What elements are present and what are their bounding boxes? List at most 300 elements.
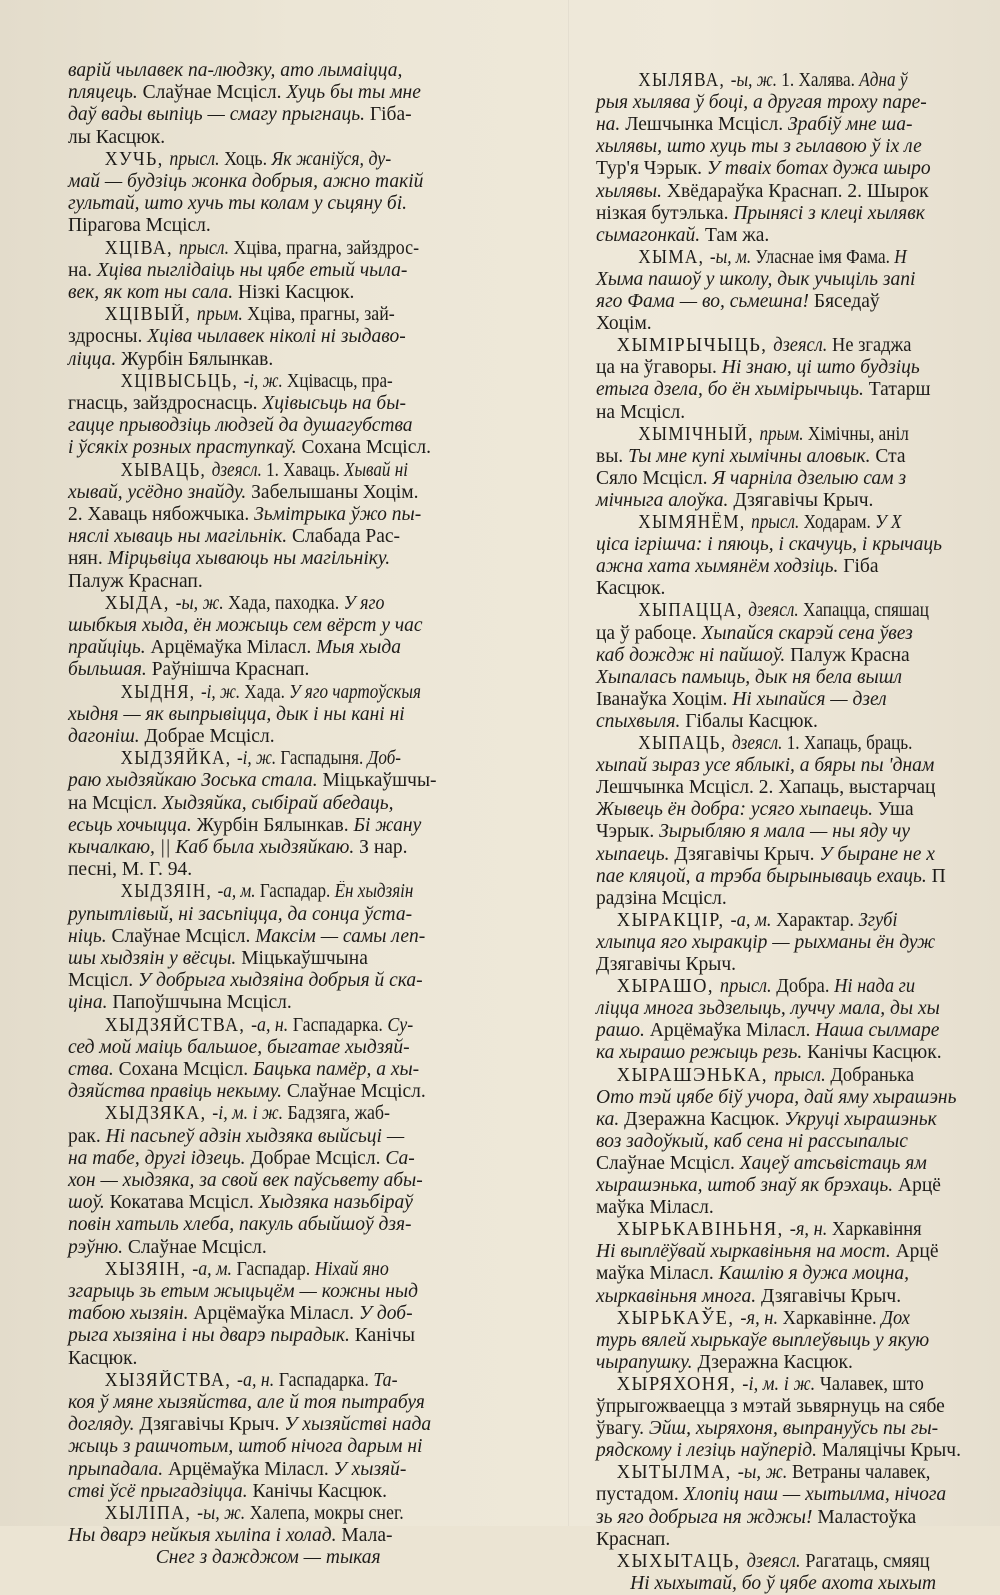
example-text: дзеясл. [773, 335, 833, 357]
example-text: Н [894, 246, 907, 268]
definition-text: Дзягавічы Крыч. [596, 954, 737, 975]
entry-line [596, 1462, 978, 1484]
definition-text: Журбін Бялынкав. [196, 814, 354, 836]
definition-text: Слаўнае Мсцісл. [596, 1152, 740, 1174]
entry-line [596, 689, 1000, 711]
example-text: -і, ж. [243, 370, 288, 392]
headword: ХЫДНЯ, [120, 681, 201, 703]
example-text: -і, ж. [236, 748, 281, 770]
definition-text: ца ў рабоце. [596, 622, 702, 644]
definition-text: Тур'я Чэрык. [596, 158, 707, 180]
example-text: Ні знаю, ці што будзіць [721, 357, 920, 379]
entry-line [68, 371, 493, 393]
example-text: Хціва пыглідаіць ны цябе етый чыла- [96, 259, 408, 281]
entry-line [68, 482, 553, 504]
definition-text: на. [68, 259, 97, 281]
definition-text: Забелышаны Хоцім. [251, 481, 419, 503]
definition-text: З нар. [359, 837, 408, 858]
example-text: хон — хыдзяка, за свой век паўсьвету абы- [68, 1170, 423, 1191]
example-text: згарыць зь етым жыцьцём — кожны ныд [68, 1281, 418, 1302]
definition-text: Хада, паходка. [228, 592, 344, 614]
example-text: -а, н. [251, 1014, 293, 1036]
example-text: кычалкаю, || Каб была хыдзяйкаю. [68, 837, 360, 858]
definition-text: Хціва, прагна, зайздрос- [233, 237, 420, 259]
entry-line [596, 1109, 1000, 1131]
entry-line [596, 225, 1000, 247]
entry-line [68, 682, 493, 704]
definition-text: маўка Мілаcл. [596, 1197, 714, 1219]
entry-line [68, 637, 553, 659]
example-text: раю хыдзяйкаю Зоська стала. [68, 770, 323, 792]
right-column [596, 0, 1000, 1594]
example-text: воз задоўкый, каб сена ні рассыпалыс [596, 1130, 908, 1152]
example-text: Ты мне купі хымічны аловык. [628, 445, 876, 467]
definition-text: Маляцічы Крыч. [821, 1440, 961, 1462]
headword: ХЦІВЫЙ, [104, 304, 197, 326]
definition-text: Лешчынка Мсцісл. 2. Хапаць, выстарчац [596, 777, 936, 799]
entry-line [68, 1392, 553, 1414]
example-text: Наша сылмаре [815, 1020, 940, 1042]
example-text: Ото тэй цябе біў учора, дай яму хырашэнь [596, 1086, 957, 1108]
example-text: хыпаець. [596, 843, 675, 865]
example-text: Са- [385, 1147, 415, 1169]
example-text: ліцца. [68, 348, 122, 370]
example-text: -ы, ж. [730, 70, 782, 91]
entry-line [68, 349, 553, 371]
entry-line [596, 866, 1000, 888]
definition-text: Арцё [895, 1241, 939, 1263]
example-text: хылявы, што хуць ты з гылавою ў іх ле [596, 136, 922, 158]
example-text: У яго [343, 592, 385, 614]
entry-line [596, 711, 1000, 733]
definition-text: Канічы Касцюк. [252, 1480, 387, 1502]
example-text: -ы, ж. [175, 592, 229, 614]
example-text: даў вады выпіць — смагу прыгнаць. [68, 104, 370, 126]
example-text: дзеясл. [748, 600, 803, 622]
definition-text: 2. Хаваць нябожчыка. [68, 504, 255, 525]
example-text: і ўсякіх розных праступкаў. [68, 437, 302, 459]
example-text: Як жаніўся, ду- [271, 148, 392, 170]
example-text: У тваіх ботах дужа шыро [706, 158, 931, 180]
definition-text: Добрае Мсцісл. [250, 1147, 386, 1169]
entry-line [68, 215, 553, 237]
entry-line [68, 1015, 513, 1037]
example-text: шоў. [68, 1192, 110, 1214]
example-text: дзеясл. [211, 459, 267, 481]
example-text: Эйш, хыряхоня, выпрануўсь пы гы- [648, 1418, 939, 1440]
definition-text: Папоўшчына Мсцісл. [112, 992, 292, 1014]
example-text: -ы, ж. [737, 1462, 792, 1484]
entry-line [68, 1237, 553, 1259]
example-text: прысл. [719, 976, 777, 998]
example-text: Я чарніла дзелыю сам з [712, 467, 907, 489]
entry-line [68, 1370, 513, 1392]
example-text: прысл. [169, 148, 225, 170]
example-text: Хыпалась памыць, дык ня бела вышл [596, 666, 902, 688]
example-text: У Х [875, 512, 902, 533]
example-text: ства. [68, 1059, 119, 1080]
example-text: Хуць бы ты мне [286, 82, 421, 104]
definition-text: Ста [875, 445, 906, 467]
entry-line [68, 1148, 553, 1170]
entry-line [596, 1573, 1000, 1595]
entry-line [596, 1087, 1000, 1109]
entry-line [596, 1352, 1000, 1374]
example-text: шы хыдзяін у вёсцы. [68, 948, 242, 969]
headword: ХЫЛЯВА, [638, 70, 731, 91]
definition-text: песні, М. Г. 94. [68, 859, 193, 881]
definition-text: Гаспадыня. [280, 748, 368, 770]
example-text: хывай, усёдно знайду. [68, 481, 252, 503]
entry-line [68, 926, 553, 948]
entry-line [68, 60, 553, 82]
example-text: У хызяйстві нада [284, 1414, 432, 1436]
headword: ХЫДЗЯІН, [120, 881, 218, 903]
entry-line [596, 1308, 978, 1330]
definition-text: Хоць. [224, 148, 272, 170]
example-text: Хацеў атсьвістаць ям [739, 1152, 927, 1174]
example-text: У добрыга хыдзяіна добрыя й ска- [137, 970, 423, 992]
entry-line [596, 1241, 1000, 1263]
entry-line [596, 402, 1000, 424]
entry-line [596, 512, 952, 534]
definition-text: Канічы [354, 1325, 415, 1347]
definition-text: Слаўнае Мсцісл. [142, 82, 287, 104]
example-text: гацце прыводзіць людзей да душагубства [68, 415, 413, 437]
example-text: хыркавіньня многа. [596, 1285, 762, 1307]
definition-text: пустадом. [596, 1484, 684, 1506]
example-text: няслі хываць ны магільнік. [68, 526, 292, 548]
entry-line [68, 1481, 553, 1503]
entry-line [596, 600, 952, 622]
entry-line [68, 1192, 553, 1214]
example-text: Хыпайся скарэй сена ўвез [701, 622, 913, 644]
example-text: -а, м. [192, 1258, 237, 1280]
entry-line [596, 136, 1000, 158]
example-text: прайціць. [68, 637, 151, 659]
definition-text: Пірагова Мсцісл. [68, 215, 211, 237]
definition-text: здросны. [68, 326, 148, 348]
entry-line [68, 282, 553, 304]
entry-line [596, 755, 1000, 777]
definition-text: Сохана Мсцісл. [301, 437, 431, 459]
headword: ХЫЛІПА, [104, 1503, 198, 1524]
example-text: рупытлівый, ні засьпіцца, да сонца ўста- [68, 903, 413, 925]
example-text: -і, м. і ж. [212, 1103, 288, 1125]
example-text: Мыя хыда [316, 637, 401, 659]
entry-line [68, 104, 553, 126]
definition-text: Мала- [341, 1525, 393, 1547]
definition-text: Гіба [843, 556, 879, 578]
example-text: на табе, другі ідзець. [68, 1147, 251, 1169]
definition-text: Рагатаць, смяяц [805, 1550, 930, 1572]
definition-text: Іванаўка Хоцім. [596, 688, 733, 710]
example-text: прым. [196, 304, 248, 326]
definition-text: Ходарам. [803, 512, 876, 533]
entry-line [68, 1081, 553, 1103]
definition-text: Чалавек, што [819, 1373, 924, 1395]
entry-line [68, 1126, 553, 1148]
entry-line [596, 114, 1000, 136]
example-text: Доб- [367, 748, 401, 770]
headword: ХЫДА, [104, 592, 176, 614]
example-text: табою хызяін. [68, 1303, 194, 1325]
example-text: турь вялей хырькаўе выплеўвыць у якую [596, 1329, 930, 1351]
entry-line [596, 269, 1000, 291]
entry-line [596, 1374, 978, 1396]
example-text: прысл. [751, 512, 804, 533]
definition-text: Хвёдараўка Краснап. 2. Шырок [666, 180, 929, 202]
example-text: Хцівысьць на бы- [262, 393, 406, 414]
entry-line [596, 158, 1000, 180]
definition-text: Палуж Красна [790, 644, 910, 666]
example-text: есьць хочыцца. [68, 814, 197, 836]
entry-line [596, 645, 1000, 667]
example-text: рыя хылява ў боці, а другая троху паре- [596, 92, 927, 114]
entry-line [596, 1440, 1000, 1462]
definition-text: гнасць, зайздроснасць. [68, 393, 263, 414]
entry-line [68, 793, 553, 815]
entry-line [596, 1197, 1000, 1219]
definition-text: Ветраны чалавек, [791, 1462, 931, 1484]
example-text: Адна ў [859, 70, 908, 91]
definition-text: Мсцісл. [68, 970, 138, 992]
example-text: спыхвыля. [596, 710, 686, 732]
entry-line [596, 203, 1000, 225]
headword: ХЫМЯНЁМ, [638, 512, 752, 533]
entry-line [68, 748, 493, 770]
example-text: Згубі [858, 909, 898, 931]
example-text: рыга хызяіна і ны дварэ пырадык. [68, 1325, 355, 1347]
definition-text: Краснап. [596, 1528, 671, 1550]
definition-text: Хімічны, аніл [807, 423, 909, 445]
entry-line [68, 904, 553, 926]
entry-line [68, 1525, 553, 1547]
definition-text: Бяседаў [813, 291, 880, 312]
definition-text: Гаспадарка. [278, 1369, 374, 1391]
example-text: Ні хыпайся — дзел [732, 688, 887, 710]
example-text: пае кляцой, а трэба бырынываць ехаць. [596, 865, 932, 887]
entry-line [596, 181, 1000, 203]
example-text: коя ў мяне хызяйства, але й тоя пытрабуя [68, 1392, 425, 1413]
example-text: Хціва чылавек ніколі ні зыдаво- [147, 326, 406, 348]
definition-text: Татарш [868, 379, 931, 401]
entry-line [596, 70, 952, 92]
headword: ХЫРАШО, [616, 976, 720, 998]
example-text: сед мой маіць бальшое, быгатае хыдзяй- [68, 1036, 410, 1058]
definition-text: Кокатава Мсцісл. [109, 1192, 259, 1214]
entry-line [68, 1503, 513, 1525]
definition-text: Нізкі Касцюк. [238, 282, 355, 303]
example-text: пляцець. [68, 82, 143, 104]
entry-line [68, 437, 553, 459]
entry-line [596, 821, 1000, 843]
definition-text: Сохана Мсцісл. [118, 1059, 253, 1080]
definition-text: Палуж Краснап. [68, 570, 203, 592]
definition-text: 1. Хаваць. [266, 459, 345, 481]
definition-text: маўка Мілаcл. [596, 1263, 719, 1285]
headword: ХЫЗЯЙСТВА, [104, 1369, 238, 1391]
entry-line [596, 313, 1000, 335]
entry-line [68, 704, 553, 726]
entry-line [596, 733, 952, 755]
definition-text: Касцюк. [596, 578, 666, 600]
entry-line [68, 881, 493, 903]
headword: ХЫДЗЯЙСТВА, [104, 1014, 252, 1036]
entry-line [68, 770, 553, 792]
definition-text: Сяло Мсцісл. [596, 467, 713, 489]
definition-text: радзіна Мсцісл. [596, 887, 727, 909]
headword: ХЫРЯХОНЯ, [616, 1373, 743, 1395]
example-text: Ні нада ги [834, 976, 916, 998]
definition-text: Харкавіннe. [782, 1307, 882, 1329]
example-text: Снег з дажджом — тыкая [68, 1547, 381, 1569]
entry-line [596, 1153, 1000, 1175]
entry-line [68, 304, 513, 326]
entry-line [596, 468, 1000, 490]
definition-text: Гаспадарка. [292, 1014, 388, 1036]
entry-line [68, 1059, 553, 1081]
definition-text: Арцёмаўка Мілаcл. [193, 1303, 359, 1325]
definition-text: Хапацца, спяшац [802, 600, 929, 622]
definition-text: Хціва, прагны, зай- [247, 304, 395, 326]
example-text: век, як кот ны сала. [68, 282, 239, 303]
example-text: -і, ж. [200, 681, 245, 703]
entry-line [68, 726, 553, 748]
example-text: Су- [387, 1014, 414, 1036]
definition-text: нізкая бутэлька. [596, 202, 734, 224]
headword: ХЫДЗЯЙКА, [120, 748, 237, 770]
example-text: Кашлію я дужа моцна, [718, 1263, 910, 1285]
entry-line [596, 534, 1000, 556]
example-text: стві ўсё прыгадзіцца. [68, 1480, 253, 1502]
example-text: Та- [373, 1369, 398, 1391]
example-text: Бацька памёр, а хы- [252, 1059, 420, 1080]
definition-text: Бадзяга, жаб- [287, 1103, 390, 1125]
entry-line [596, 1286, 1000, 1308]
definition-text: Добрае Мсцісл. [144, 726, 275, 747]
entry-line [68, 837, 553, 859]
definition-text: нян. [68, 548, 108, 570]
entry-line [68, 1547, 553, 1569]
entry-line [596, 1219, 978, 1241]
definition-text: Харкавіння [831, 1219, 922, 1241]
example-text: рашо. [596, 1020, 650, 1042]
definition-text: Гібалы Касцюк. [685, 710, 818, 732]
example-text: хылявы. [596, 180, 667, 202]
entry-line [596, 556, 1000, 578]
headword: ХЫМІЧНЫЙ, [638, 423, 760, 445]
example-text: дзеясл. [731, 733, 787, 754]
definition-text: Арцёмаўка Мілаcл. [150, 637, 317, 659]
example-text: Хыдзяйка, сыбірай абедаць, [161, 792, 394, 814]
definition-text: Слаўнае Мсцісл. [111, 925, 256, 947]
definition-text: на Мсцісл. [68, 792, 162, 814]
entry-line [596, 1042, 1000, 1064]
definition-text: ўпрыгожваецца з мэтай зьвярнуць на сябе [596, 1396, 945, 1417]
entry-line [596, 777, 1000, 799]
entry-line [68, 415, 553, 437]
entry-line [68, 1103, 513, 1125]
example-text: Ні хыхытай, бо ў цябе ахота хыхыт [596, 1572, 937, 1594]
entry-line [68, 393, 553, 415]
headword: ХЫТЫЛМА, [616, 1462, 738, 1484]
entry-line [596, 976, 978, 998]
entry-line [596, 954, 1000, 976]
definition-text: рак. [68, 1125, 106, 1147]
example-text: Хывай ні [344, 459, 408, 481]
example-text: Максім — самы леп- [255, 925, 426, 947]
example-text: на. [596, 114, 626, 136]
entry-line [68, 571, 553, 593]
example-text: Ні выплёўвай хыркавіньня на мост. [596, 1241, 896, 1263]
example-text: У хызяй- [333, 1458, 407, 1480]
definition-text: П [931, 865, 946, 887]
definition-text: Чэрык. [596, 821, 660, 843]
entry-line [596, 92, 1000, 114]
example-text: Дох [881, 1307, 910, 1329]
example-text: сымагонкай. [596, 224, 705, 246]
headword: ХЦІВЫСЬЦЬ, [120, 370, 244, 392]
entry-line [68, 1214, 553, 1236]
example-text: мічныга алоўка. [596, 489, 734, 511]
entry-line [68, 326, 553, 348]
entry-line [68, 948, 553, 970]
definition-text: ўвагу. [596, 1418, 649, 1440]
definition-text: Міцькаўшчы- [322, 770, 437, 792]
entry-line [596, 844, 1000, 866]
example-text: шыбкыя хыда, ён можыць сем вёрст у час [68, 615, 423, 636]
definition-text: Міцькаўшчына [241, 948, 368, 969]
entry-line [596, 1551, 978, 1573]
example-text: Укруці хырашэньк [784, 1108, 937, 1130]
definition-text: Арцё [898, 1175, 941, 1196]
definition-text: 1. Халява. [781, 70, 860, 91]
entry-line [596, 1529, 1000, 1551]
definition-text: Арцёмаўка Мілаcл. [168, 1458, 334, 1480]
entry-line [68, 1436, 553, 1458]
entry-line [68, 970, 553, 992]
example-text: ціса ігрішча: і пяюць, і скачуць, і крычаць [596, 534, 942, 556]
definition-text: Дзеражна Касцюк. [697, 1351, 853, 1373]
example-text: -я, н. [789, 1219, 832, 1241]
entry-line [68, 127, 553, 149]
definition-text: Журбін Бялынкав. [121, 348, 274, 370]
definition-text: Хоцім. [596, 313, 652, 335]
entry-line [596, 1484, 1000, 1506]
example-text: Ны дварэ нейкыя хыліпа і холад. [68, 1525, 342, 1547]
definition-text: Уша [877, 799, 914, 821]
example-text: жыць з рашчотым, штоб нічога дарым ні [68, 1436, 423, 1458]
definition-text: Характар. [776, 909, 859, 931]
definition-text: Дзеражна Касцюк. [624, 1108, 785, 1130]
definition-text: Дзягавічы Крыч. [733, 489, 874, 511]
entry-line [596, 932, 1000, 954]
example-text: Хыма пашоў у школу, дык учыціль запі [596, 268, 916, 290]
column-gutter [568, 0, 569, 1526]
example-text: -ы, ж. [197, 1503, 250, 1524]
example-text: зь яго добрыга ня жджы! [596, 1506, 818, 1528]
example-text: Ён хыдзяін [334, 881, 414, 903]
definition-text: Слабада Рас- [291, 526, 401, 548]
entry-line [68, 615, 553, 637]
headword: ХЫМА, [638, 246, 710, 268]
definition-text: Там жа. [704, 224, 770, 246]
example-text: ціна. [68, 992, 113, 1014]
headword: ХЫДЗЯКА, [104, 1103, 213, 1125]
example-text: повін хатыль хлеба, пакуль абыйшоў дзя- [68, 1214, 412, 1236]
entry-line [68, 1414, 553, 1436]
